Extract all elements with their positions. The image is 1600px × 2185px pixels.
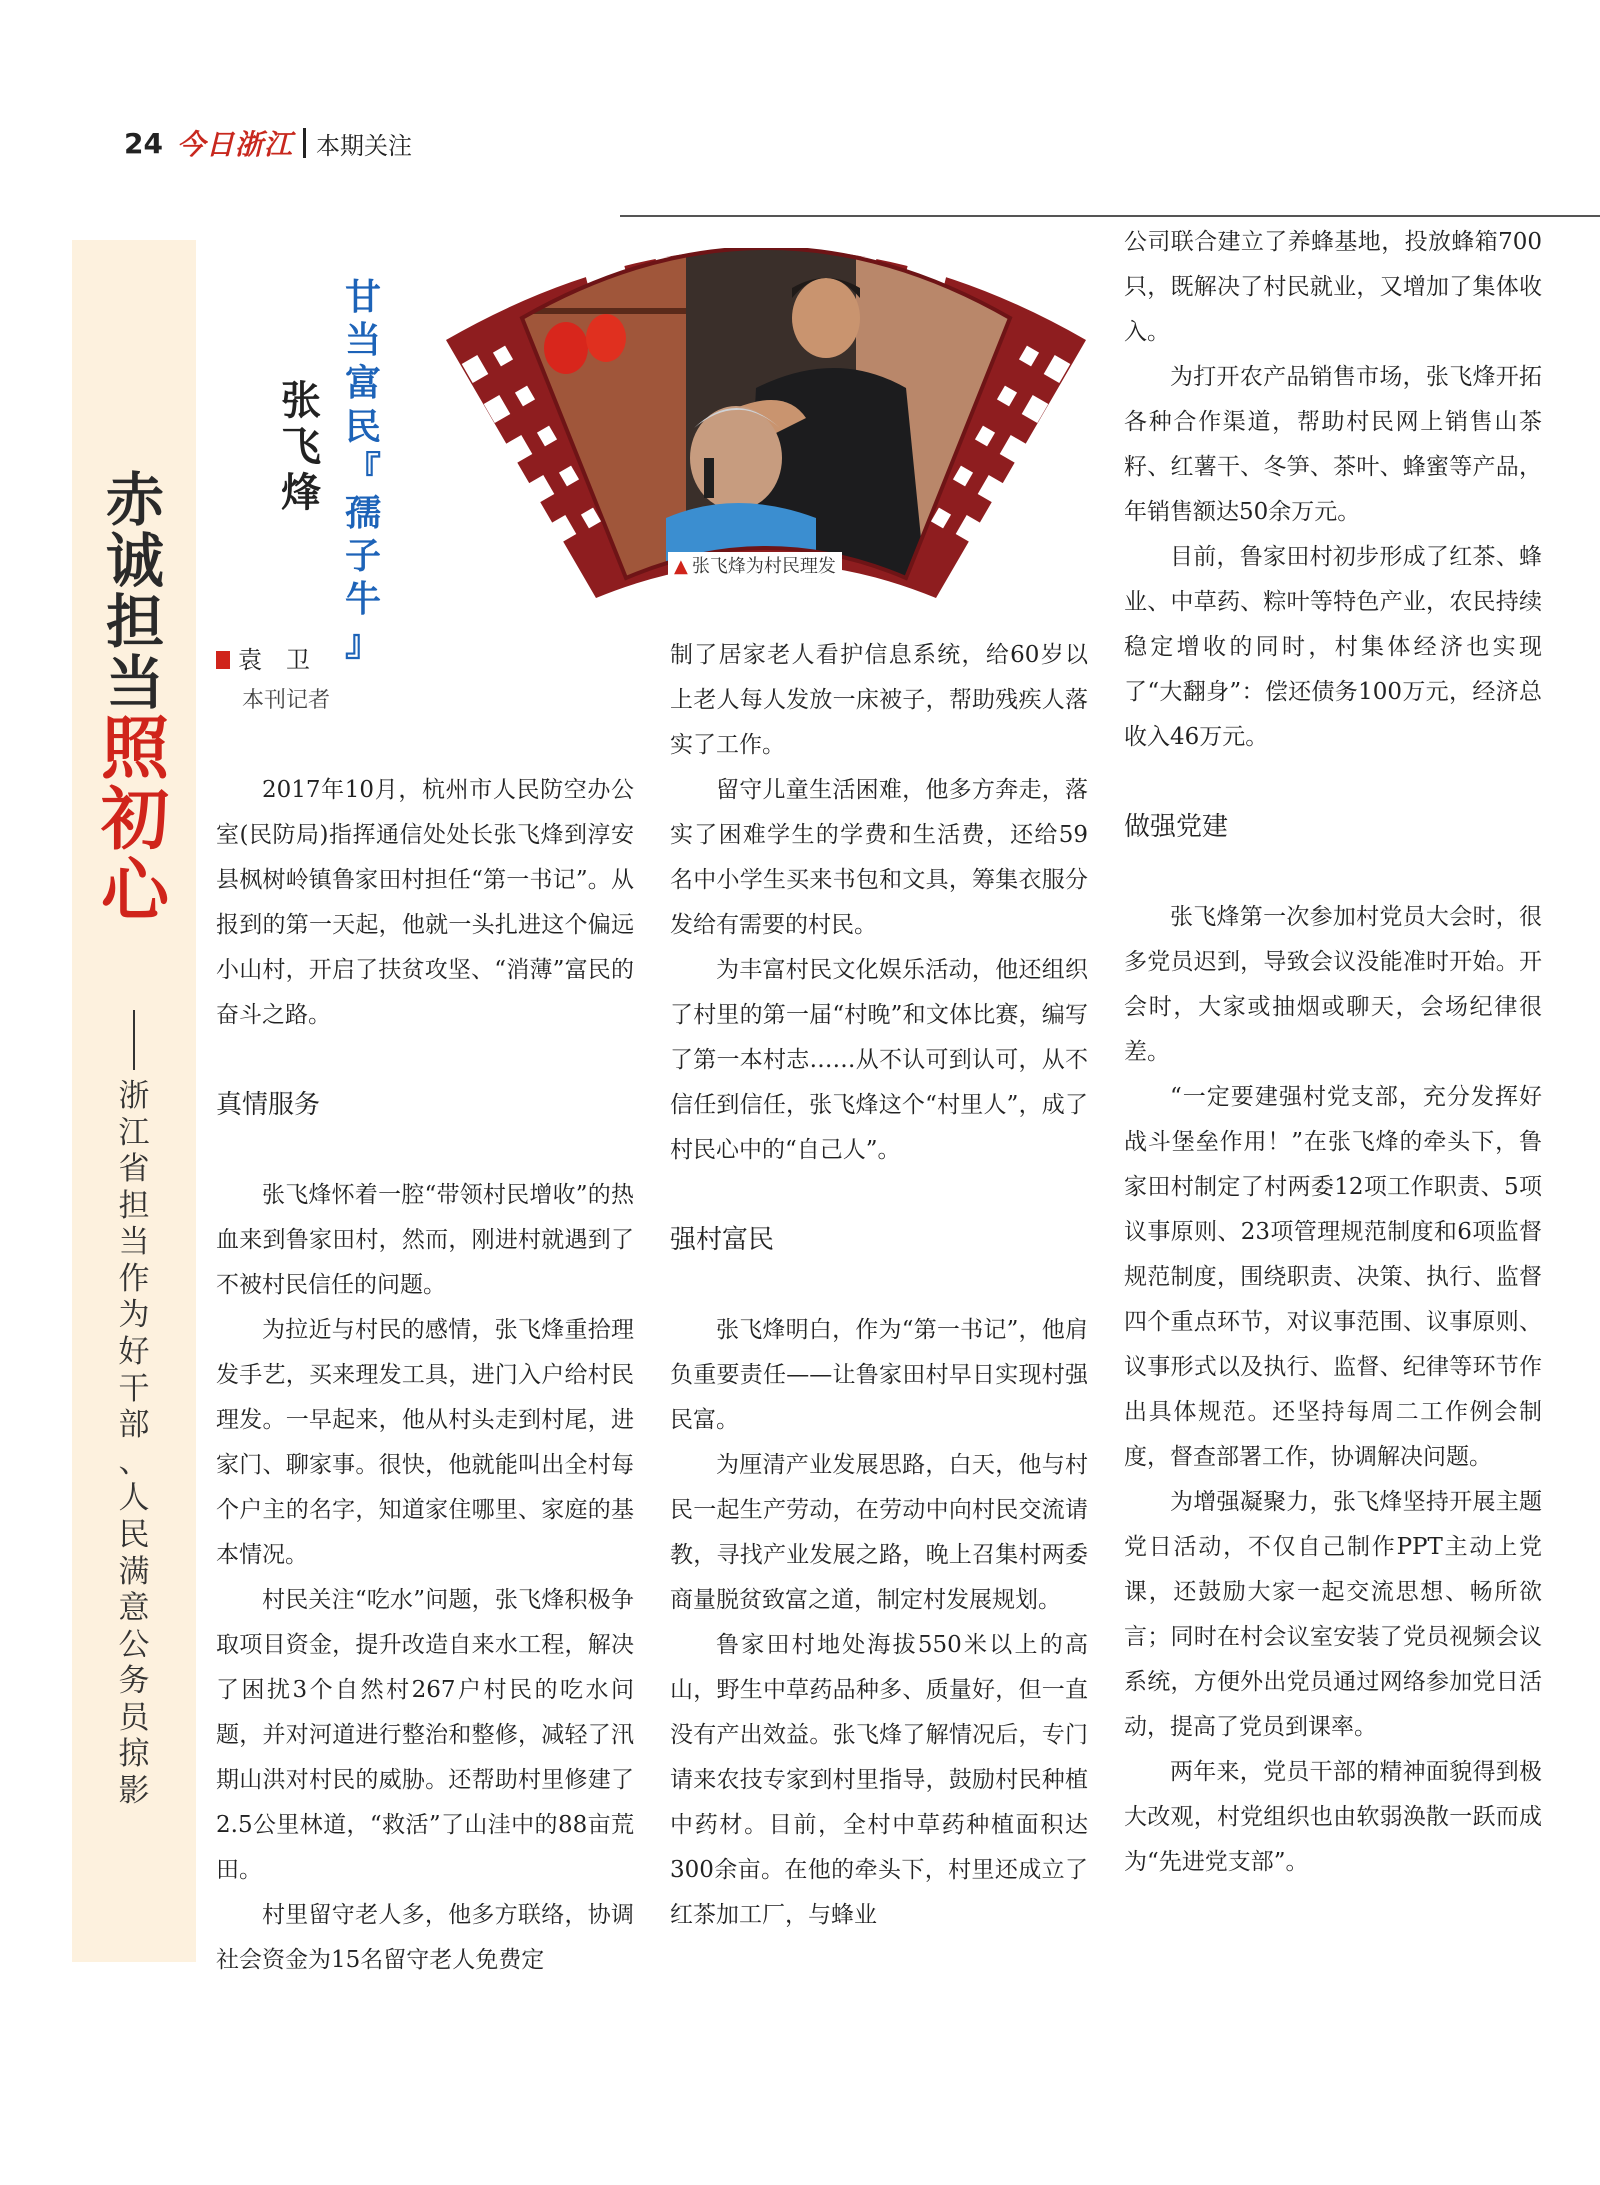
vertical-glyph: 牛 (344, 578, 381, 621)
paragraph: 为增强凝聚力，张飞烽坚持开展主题党日活动，不仅自己制作PPT主动上党课，还鼓励大家一起交流思想、畅所欲言；同时在村会议室安装了党员视频会议系统，方便外出党员通过网络参加党日活动，提高了党员到课率。 (1124, 1489, 1542, 1740)
vertical-glyph: 富 (344, 362, 381, 405)
fan-photo (436, 248, 1096, 598)
vertical-glyph: 赤 (105, 466, 164, 534)
masthead-logo: 今日浙江 (176, 128, 293, 161)
author-name-text: 袁 卫 (238, 646, 310, 674)
vertical-glyph: 诚 (105, 526, 164, 595)
author-name (216, 640, 330, 675)
vertical-glyph: 公 (118, 1626, 150, 1663)
vertical-glyph: 』 (344, 621, 381, 664)
vertical-glyph: 烽 (281, 469, 321, 516)
band-title-black (100, 466, 170, 717)
byline (216, 640, 330, 714)
vertical-glyph: 民 (118, 1516, 150, 1553)
paragraph: 为丰富村民文化娱乐活动，他还组织了村里的第一届“村晚”和文体比赛，编写了第一本村志……从不认可到认可，从不信任到信任，张飞烽这个“村里人”，成了村民心中的“自己人”。 (670, 957, 1088, 1163)
subtitle-dash (133, 1010, 135, 1070)
paragraph: 村里留守老人多，他多方联络，协调社会资金为15名留守老人免费定 (216, 1902, 634, 1973)
paragraph: 公司联合建立了养蜂基地，投放蜂箱700只，既解决了村民就业，又增加了集体收入。 (1124, 229, 1542, 345)
vertical-glyph: 担 (118, 1187, 150, 1224)
paragraph: 张飞烽明白，作为“第一书记”，他肩负重要责任——让鲁家田村早日实现村强民富。 (670, 1317, 1088, 1433)
paragraph: 两年来，党员干部的精神面貌得到极大改观，村党组织也由软弱涣散一跃而成为“先进党支部”。 (1124, 1759, 1542, 1875)
top-rule (620, 215, 1600, 217)
paragraph: 为厘清产业发展思路，白天，他与村民一起生产劳动，在劳动中向村民交流请教，寻找产业发展之路，晚上召集村两委商量脱贫致富之道，制定村发展规划。 (670, 1452, 1088, 1613)
vertical-glyph: 务 (118, 1663, 150, 1700)
page-number: 24 (124, 126, 163, 160)
section-heading: 真情服务 (216, 1090, 321, 1120)
band-title-red (100, 708, 170, 932)
vertical-glyph: 张 (281, 377, 321, 424)
author-role: 本刊记者 (242, 688, 331, 713)
page-header (124, 120, 412, 166)
vertical-glyph: 孺 (344, 491, 381, 534)
vertical-glyph: 担 (105, 587, 164, 656)
vertical-glyph: 好 (118, 1334, 150, 1371)
vertical-glyph: 甘 (344, 276, 381, 318)
vertical-glyph: 满 (118, 1553, 150, 1590)
paragraph: 制了居家老人看护信息系统，给60岁以上老人每人发放一床被子，帮助残疾人落实了工作。 (670, 642, 1088, 758)
vertical-glyph: 员 (118, 1699, 150, 1736)
photo-caption (668, 552, 842, 578)
vertical-glyph: 意 (118, 1590, 150, 1627)
vertical-glyph: 部 (118, 1407, 150, 1444)
text-column-1 (216, 768, 634, 1983)
article-headline (338, 276, 388, 665)
person-name (276, 378, 326, 516)
vertical-glyph: 浙 (118, 1078, 150, 1114)
vertical-glyph: 影 (118, 1772, 150, 1809)
section-heading: 强村富民 (670, 1225, 775, 1255)
vertical-glyph: 掠 (118, 1736, 150, 1773)
vertical-glyph: 省 (118, 1151, 150, 1188)
caption-text: 张飞烽为村民理发 (691, 556, 836, 577)
caption-triangle-icon: ▲ (674, 556, 688, 577)
section-heading: 做强党建 (1124, 812, 1229, 842)
paragraph: 张飞烽怀着一腔“带领村民增收”的热血来到鲁家田村，然而，刚进村就遇到了不被村民信任的问题。 (216, 1182, 634, 1298)
vertical-glyph: 『 (344, 448, 381, 491)
text-column-2 (670, 633, 1088, 1938)
vertical-glyph: 民 (344, 405, 381, 448)
vertical-glyph: 飞 (281, 423, 321, 470)
paragraph: 2017年10月，杭州市人民防空办公室(民防局)指挥通信处处长张飞烽到淳安县枫树岭镇鲁家田村担任“第一书记”。从报到的第一天起，他就一头扎进这个偏远小山村，开启了扶贫攻坚、“消薄”富民的奋斗之路。 (216, 777, 634, 1028)
section-name: 本期关注 (315, 131, 412, 160)
vertical-glyph: 心 (100, 851, 169, 932)
paragraph: 村民关注“吃水”问题，张飞烽积极争取项目资金，提升改造自来水工程，解决了困扰3个自然村267户村民的吃水问题，并对河道进行整治和整修，减轻了汛期山洪对村民的威胁。还帮助村里修建了2.5公里林道，“救活”了山洼中的88亩荒田。 (216, 1587, 634, 1883)
vertical-glyph: 当 (105, 648, 164, 717)
vertical-glyph: 作 (118, 1260, 150, 1297)
paragraph: 目前，鲁家田村初步形成了红茶、蜂业、中草药、粽叶等特色产业，农民持续稳定增收的同时，村集体经济也实现了“大翻身”：偿还债务100万元，经济总收入46万元。 (1124, 544, 1542, 750)
vertical-glyph: 当 (118, 1224, 150, 1261)
band-subtitle-text (112, 1078, 156, 1810)
header-divider (303, 128, 306, 158)
vertical-glyph: 为 (118, 1297, 150, 1334)
vertical-glyph: 人 (118, 1480, 150, 1517)
text-column-3 (1124, 220, 1542, 1885)
vertical-glyph: 子 (344, 535, 381, 578)
paragraph: 为拉近与村民的感情，张飞烽重拾理发手艺，买来理发工具，进门入户给村民理发。一早起来，他从村头走到村尾，进家门、聊家事。很快，他就能叫出全村每个户主的名字，知道家住哪里、家庭的基本情况。 (216, 1317, 634, 1568)
paragraph: 张飞烽第一次参加村党员大会时，很多党员迟到，导致会议没能准时开始。开会时，大家或抽烟或聊天，会场纪律很差。 (1124, 904, 1542, 1065)
band-title (100, 466, 170, 932)
vertical-glyph: 当 (344, 319, 381, 362)
paragraph: 为打开农产品销售市场，张飞烽开拓各种合作渠道，帮助村民网上销售山茶籽、红薯干、冬笋、茶叶、蜂蜜等产品，年销售额达50余万元。 (1124, 364, 1542, 525)
paragraph: 鲁家田村地处海拔550米以上的高山，野生中草药品种多、质量好，但一直没有产出效益。张飞烽了解情况后，专门请来农技专家到村里指导，鼓励村民种植中药材。目前，全村中草药种植面积达300余亩。在他的牵头下，村里还成立了红茶加工厂，与蜂业 (670, 1632, 1088, 1928)
paragraph: 留守儿童生活困难，他多方奔走，落实了困难学生的学费和生活费，还给59名中小学生买来书包和文具，筹集衣服分发给有需要的村民。 (670, 777, 1088, 938)
band-subtitle (112, 1010, 156, 1810)
vertical-glyph: 初 (100, 779, 169, 860)
byline-marker-icon (216, 651, 230, 669)
vertical-glyph: 干 (118, 1370, 150, 1407)
vertical-glyph: 、 (118, 1443, 150, 1480)
vertical-glyph: 江 (118, 1114, 150, 1151)
paragraph: “一定要建强村党支部，充分发挥好战斗堡垒作用！”在张飞烽的牵头下，鲁家田村制定了村两委12项工作职责、5项议事原则、23项管理规范制度和6项监督规范制度，围绕职责、决策、执行、监督四个重点环节，对议事范围、议事原则、议事形式以及执行、监督、纪律等环节作出具体规范。还坚持每周二工作例会制度，督查部署工作，协调解决问题。 (1124, 1084, 1542, 1470)
vertical-glyph: 照 (100, 708, 169, 789)
